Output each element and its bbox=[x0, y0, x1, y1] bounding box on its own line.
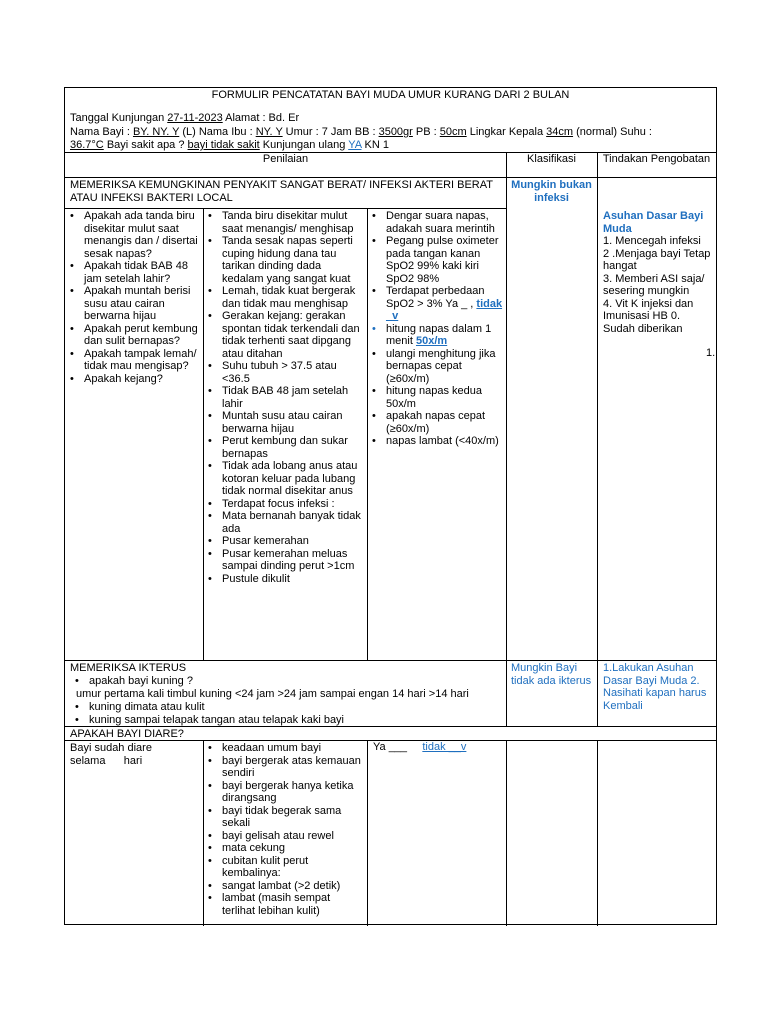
list-item: • Apakah perut kembung dan sulit bernapas? bbox=[68, 323, 201, 348]
revisit-value: YA bbox=[348, 139, 362, 151]
list-item: • Gerakan kejang: gerakan spontan tidak terkendali dan tidak terhenti saat dipgang atau ditahan bbox=[206, 310, 364, 360]
divider bbox=[597, 740, 598, 926]
breath-count-value: 50x/m bbox=[415, 335, 448, 347]
temperature-label: (normal) Suhu : bbox=[573, 126, 652, 138]
yes-option: Ya ___ bbox=[373, 741, 408, 753]
divider bbox=[367, 208, 368, 660]
head-circ-value: 34cm bbox=[546, 126, 574, 138]
head-circ-label: Lingkar Kepala bbox=[466, 126, 547, 138]
section2-list-a bbox=[73, 675, 503, 688]
divider bbox=[506, 152, 507, 660]
section1-tindakan bbox=[603, 210, 714, 335]
list-item: • Apakah tidak BAB 48 jam setelah lahir? bbox=[68, 260, 201, 285]
divider bbox=[65, 726, 716, 727]
section3-col2-list bbox=[206, 742, 364, 917]
address-text: Alamat : Bd. Er bbox=[222, 112, 300, 124]
list-item: • Apakah muntah berisi susu atau cairan berwarna hijau bbox=[68, 285, 201, 323]
divider bbox=[367, 740, 368, 926]
baby-name-label: Nama Bayi : bbox=[70, 126, 133, 138]
section1-heading: MEMERIKSA KEMUNGKINAN PENYAKIT SANGAT BERAT/ INFEKSI AKTERI BERAT ATAU INFEKSI BAKTERI LOCAL bbox=[70, 179, 493, 204]
list-item: • cubitan kulit perut kembalinya: bbox=[206, 855, 364, 880]
list-item: • Lemah, tidak kuat bergerak dan tidak mau menghisap bbox=[206, 285, 364, 310]
spo2-diff-value: tidak _v bbox=[386, 297, 503, 322]
list-item: • Pustule dikulit bbox=[206, 573, 364, 586]
age-weight-label: Umur : 7 Jam BB : bbox=[282, 126, 379, 138]
section2-klasifikasi: Mungkin Bayi tidak ada ikterus bbox=[511, 662, 592, 687]
breath-count-text: hitung napas dalam 1 menit bbox=[386, 322, 492, 347]
visit-date-line bbox=[70, 112, 299, 125]
list-item: • apakah bayi kuning ? bbox=[73, 675, 503, 688]
tindakan-line: 1. Mencegah infeksi bbox=[603, 235, 701, 247]
infant-form bbox=[64, 87, 717, 925]
list-item: • Pegang pulse oximeter pada tangan kanan SpO2 99% kaki kiri SpO2 98% bbox=[370, 235, 504, 285]
divider bbox=[65, 177, 716, 178]
revisit-label: Kunjungan ulang bbox=[259, 139, 349, 151]
form-title: FORMULIR PENCATATAN BAYI MUDA UMUR KURANG DARI 2 BULAN bbox=[211, 89, 570, 101]
weight-value: 3500gr bbox=[378, 126, 413, 138]
temperature-value: 36.7°C bbox=[70, 139, 104, 151]
list-item: • Apakah ada tanda biru disekitar mulut saat menangis dan / disertai sesak napas? bbox=[68, 210, 201, 260]
section3-heading: APAKAH BAYI DIARE? bbox=[70, 728, 184, 740]
divider bbox=[506, 740, 507, 926]
column-header-klasifikasi: Klasifikasi bbox=[527, 153, 576, 165]
list-item: • Suhu tubuh > 37.5 atau <36.5 bbox=[206, 360, 364, 385]
length-value: 50cm bbox=[439, 126, 467, 138]
tindakan-heading: Asuhan Dasar Bayi Muda bbox=[603, 210, 704, 235]
section1-col1-list bbox=[68, 210, 201, 385]
list-item: • Tidak ada lobang anus atau kotoran keluar pada lubang tidak normal disekitar anus bbox=[206, 460, 364, 498]
list-item: • mata cekung bbox=[206, 842, 364, 855]
list-item: • sangat lambat (>2 detik) bbox=[206, 880, 364, 893]
tindakan-line: 2 .Menjaga bayi Tetap hangat bbox=[603, 247, 711, 272]
no-option: tidak __v bbox=[422, 741, 467, 753]
section2-heading: MEMERIKSA IKTERUS bbox=[70, 662, 187, 674]
column-header-tindakan: Tindakan Pengobatan bbox=[602, 153, 711, 165]
list-item: • bayi bergerak hanya ketika dirangsang bbox=[206, 780, 364, 805]
list-item: • keadaan umum bayi bbox=[206, 742, 364, 755]
list-item bbox=[370, 285, 504, 323]
section2-list-b bbox=[73, 701, 503, 726]
list-item: • Pusar kemerahan meluas sampai dinding perut >1cm bbox=[206, 548, 364, 573]
list-item: • Perut kembung dan sukar bernapas bbox=[206, 435, 364, 460]
visit-date-value: 27-11-2023 bbox=[167, 112, 223, 124]
list-item: • lambat (masih sempat terlihat lebihan kulit) bbox=[206, 892, 364, 917]
list-item: • bayi bergerak atas kemauan sendiri bbox=[206, 755, 364, 780]
list-item: • hitung napas kedua 50x/m bbox=[370, 385, 504, 410]
section2-tindakan: 1.Lakukan Asuhan Dasar Bayi Muda 2. Nasihati kapan harus Kembali bbox=[603, 662, 707, 712]
mother-name-label: (L) Nama Ibu : bbox=[179, 126, 256, 138]
divider bbox=[65, 660, 716, 661]
list-item: • Pusar kemerahan bbox=[206, 535, 364, 548]
list-item: • bayi gelisah atau rewel bbox=[206, 830, 364, 843]
section1-col2-list bbox=[206, 210, 364, 585]
kn-label: KN 1 bbox=[361, 139, 389, 151]
identity-line bbox=[70, 126, 652, 139]
section3-answer bbox=[373, 741, 503, 754]
length-label: PB : bbox=[412, 126, 440, 138]
list-item: • Tanda sesak napas seperti cuping hidung dana tau tarikan dinding dada kedalam yang sangat kuat bbox=[206, 235, 364, 285]
section3-diarrhea-duration: Bayi sudah diare selama hari bbox=[70, 742, 156, 767]
visit-date-label: Tanggal Kunjungan bbox=[70, 112, 168, 124]
divider bbox=[506, 660, 507, 726]
divider bbox=[597, 152, 598, 660]
spo2-diff-text: Terdapat perbedaan SpO2 > 3% Ya _ , bbox=[386, 285, 485, 310]
list-item: • Tanda biru disekitar mulut saat menangis/ menghisap bbox=[206, 210, 364, 235]
list-item: • bayi tidak begerak sama sekali bbox=[206, 805, 364, 830]
divider bbox=[597, 660, 598, 726]
tindakan-line: 3. Memberi ASI saja/ sesering mungkin bbox=[603, 272, 705, 297]
list-item: • Apakah kejang? bbox=[68, 373, 201, 386]
list-item: • Terdapat focus infeksi : bbox=[206, 498, 364, 511]
list-item: • Dengar suara napas, adakah suara merintih bbox=[370, 210, 504, 235]
tindakan-line: 4. Vit K injeksi dan Imunisasi HB 0. Sudah diberikan bbox=[603, 297, 694, 335]
baby-name-value: BY. NY. Y bbox=[132, 126, 180, 138]
section1-klasifikasi: Mungkin bukan infeksi bbox=[511, 179, 592, 204]
sick-label: Bayi sakit apa ? bbox=[103, 139, 188, 151]
list-item: • Muntah susu atau cairan berwarna hijau bbox=[206, 410, 364, 435]
section2-age-line: umur pertama kali timbul kuning <24 jam >24 jam sampai engan 14 hari >14 hari bbox=[76, 688, 469, 700]
list-item: • Mata bernanah banyak tidak ada bbox=[206, 510, 364, 535]
list-item: • napas lambat (<40x/m) bbox=[370, 435, 504, 448]
tindakan-stray-number: 1. bbox=[706, 347, 716, 359]
divider bbox=[203, 208, 204, 660]
list-item bbox=[370, 323, 504, 348]
divider bbox=[65, 208, 506, 209]
list-item: • ulangi menghitung jika bernapas cepat (≥60x/m) bbox=[370, 348, 504, 386]
divider bbox=[203, 740, 204, 926]
mother-name-value: NY. Y bbox=[255, 126, 283, 138]
column-header-penilaian: Penilaian bbox=[262, 153, 309, 165]
section1-col3-list bbox=[370, 210, 504, 448]
sick-value: bayi tidak sakit bbox=[187, 139, 260, 151]
list-item: • kuning dimata atau kulit bbox=[73, 701, 503, 714]
status-line bbox=[70, 139, 389, 152]
list-item: • kuning sampai telapak tangan atau telapak kaki bayi bbox=[73, 714, 503, 727]
list-item: • Tidak BAB 48 jam setelah lahir bbox=[206, 385, 364, 410]
list-item: • Apakah tampak lemah/ tidak mau mengisap? bbox=[68, 348, 201, 373]
list-item: • apakah napas cepat (≥60x/m) bbox=[370, 410, 504, 435]
